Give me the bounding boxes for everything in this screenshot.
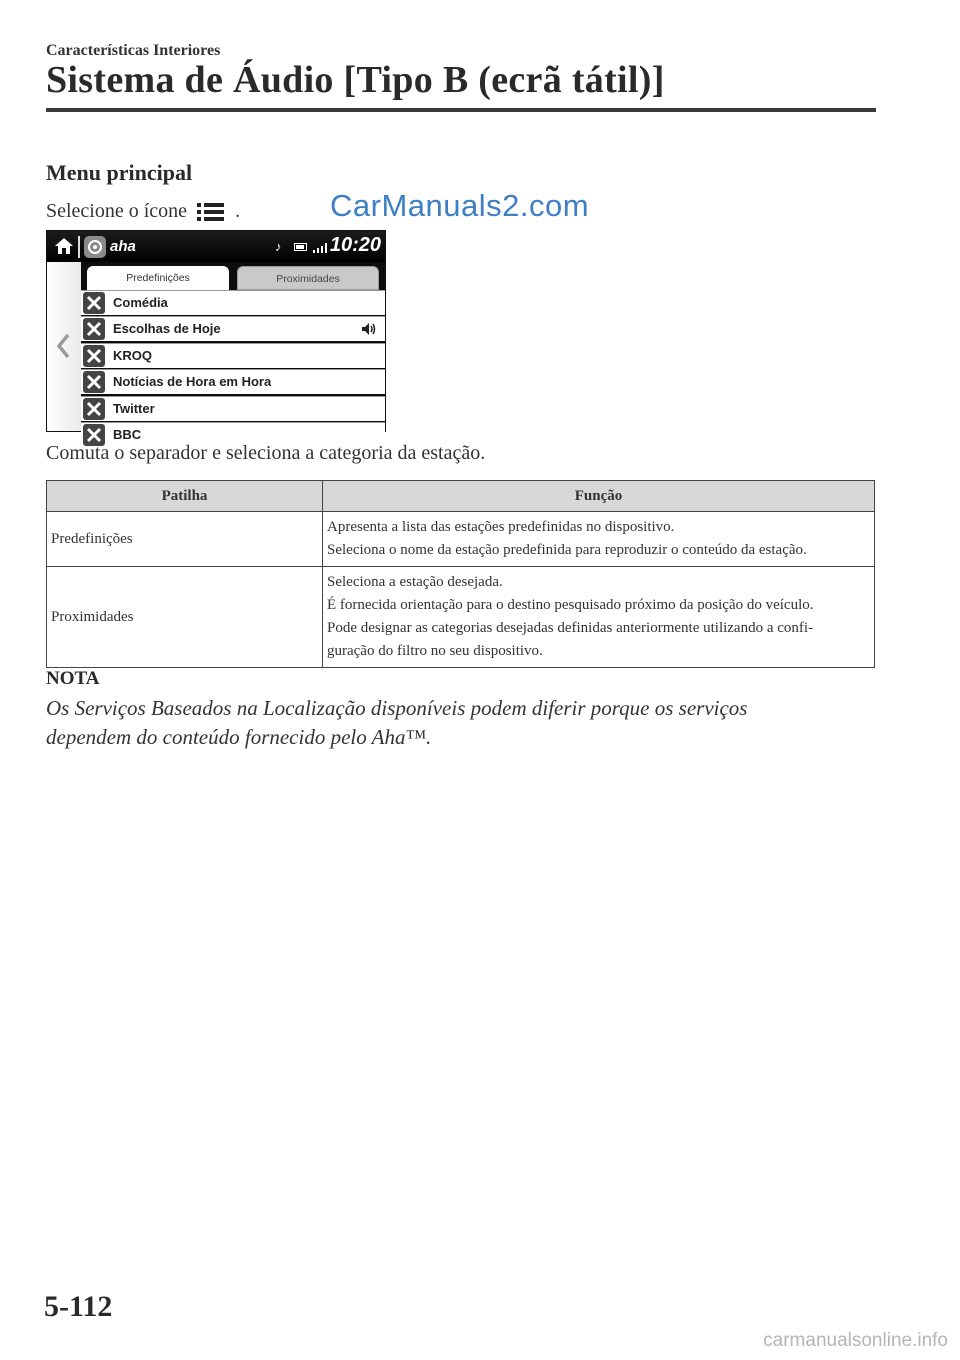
instruction-text: Selecione o ícone <box>46 200 188 222</box>
table-line: É fornecida orientação para o destino pesquisado próximo da posição do veículo. <box>327 597 814 613</box>
watermark-carmanuals2: CarManuals2.com <box>330 188 590 223</box>
station-label: Twitter <box>113 400 155 416</box>
delete-icon[interactable] <box>83 371 105 393</box>
delete-icon[interactable] <box>83 345 105 367</box>
instruction-period: . <box>235 200 241 222</box>
speaker-icon <box>361 321 377 337</box>
table-cell-tab: Predefinições <box>47 512 323 567</box>
station-label: Comédia <box>113 295 168 310</box>
delete-icon[interactable] <box>83 398 105 420</box>
music-note-icon: ♪ <box>275 239 282 254</box>
table-line: Seleciona o nome da estação predefinida para reproduzir o conteúdo da estação. <box>327 542 807 558</box>
back-chevron-icon[interactable] <box>55 332 71 360</box>
table-cell-tab: Proximidades <box>47 567 323 668</box>
station-row-noticias[interactable] <box>81 369 385 394</box>
column-header-funcao: Função <box>323 481 875 512</box>
table-line: Apresenta a lista das estações predefinidas no dispositivo. <box>327 519 675 535</box>
section-label: Características Interiores <box>46 42 221 59</box>
station-row-escolhas-de-hoje[interactable] <box>81 316 385 341</box>
title-rule <box>46 108 876 112</box>
station-label: BBC <box>113 426 142 442</box>
station-content <box>81 262 385 442</box>
station-label: Notícias de Hora em Hora <box>113 374 272 390</box>
status-divider <box>78 236 80 258</box>
table-line: Seleciona a estação desejada. <box>327 574 503 590</box>
station-row-kroq[interactable] <box>81 343 385 368</box>
instruction-line <box>46 200 240 223</box>
note-line-2: dependem do conteúdo fornecido pelo Aha™. <box>46 725 432 749</box>
aha-source-icon <box>84 236 106 258</box>
delete-icon[interactable] <box>83 318 105 340</box>
function-table <box>46 480 875 668</box>
table-cell-function <box>323 567 875 668</box>
battery-icon <box>294 243 308 251</box>
station-row-twitter[interactable] <box>81 396 385 421</box>
signal-icon <box>313 241 331 253</box>
tab-predefinicoes[interactable]: Predefinições <box>87 266 229 290</box>
chapter-title: Sistema de Áudio [Tipo B (ecrã tátil)] <box>46 59 665 101</box>
delete-icon[interactable] <box>83 292 105 314</box>
watermark-carmanualsonline: carmanualsonline.info <box>763 1330 948 1351</box>
column-header-patilha: Patilha <box>47 481 323 512</box>
source-name: aha <box>110 238 136 255</box>
station-label: Escolhas de Hoje <box>113 321 221 337</box>
main-menu-heading: Menu principal <box>46 160 193 185</box>
status-bar <box>47 231 385 262</box>
table-line: guração do filtro no seu dispositivo. <box>327 643 543 659</box>
table-cell-function <box>323 512 875 567</box>
aha-screen <box>46 230 386 442</box>
caption: Comuta o separador e seleciona a categoria da estação. <box>46 442 486 464</box>
back-panel[interactable] <box>47 262 81 431</box>
page-number: 5-112 <box>44 1290 113 1323</box>
table-row <box>47 512 875 567</box>
tab-proximidades[interactable]: Proximidades <box>237 266 379 290</box>
station-row-comedia[interactable] <box>81 290 385 315</box>
note-title: NOTA <box>46 668 100 689</box>
station-list <box>81 290 385 448</box>
note-body <box>46 694 876 752</box>
station-label: KROQ <box>113 347 152 363</box>
note-line-1: Os Serviços Baseados na Localização disponíveis podem diferir porque os serviços <box>46 696 748 720</box>
list-icon <box>196 201 226 223</box>
table-line: Pode designar as categorias desejadas definidas anteriormente utilizando a confi- <box>327 620 814 636</box>
table-row <box>47 567 875 668</box>
clock: 10:20 <box>329 234 381 256</box>
home-icon[interactable] <box>53 236 75 256</box>
